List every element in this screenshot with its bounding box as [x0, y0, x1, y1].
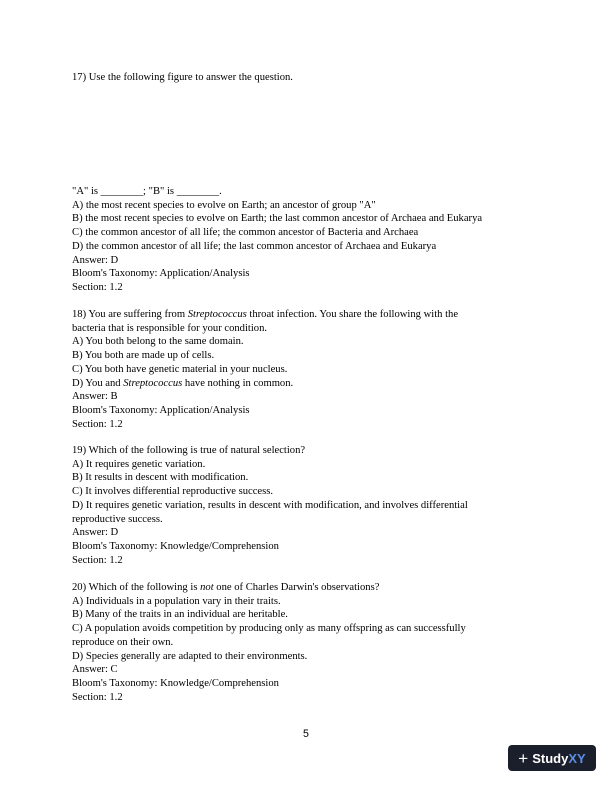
question-19-section: Section: 1.2	[72, 554, 123, 566]
question-18-stem-line2: bacteria that is responsible for your condition.	[72, 322, 268, 334]
question-18-section: Section: 1.2	[72, 418, 123, 430]
question-17-stem: "A" is ________; "B" is ________.	[72, 186, 222, 197]
plus-icon: +	[518, 748, 529, 768]
question-19-stem: 19) Which of the following is true of natural selection?	[72, 445, 306, 456]
question-18-answer: Answer: B	[72, 391, 118, 403]
question-20-option-c-line2: reproduce on their own.	[72, 636, 174, 648]
question-19-blooms: Bloom's Taxonomy: Knowledge/Comprehension	[72, 540, 279, 552]
question-17-intro-block	[72, 71, 542, 85]
question-18-stem	[72, 308, 542, 322]
badge-brand-main: Study	[532, 750, 569, 766]
question-18-stem-text-end: throat infection. You share the following with the	[246, 309, 459, 320]
question-20-answer: Answer: C	[72, 664, 118, 676]
question-18-option-d-organism: Streptococcus	[123, 377, 183, 389]
question-19-answer: Answer: D	[72, 527, 119, 539]
question-17-section: Section: 1.2	[72, 281, 123, 293]
question-20-stem-text-end: one of Charles Darwin's observations?	[213, 582, 380, 593]
question-19-option-a: A) It requires genetic variation.	[72, 458, 206, 470]
question-18-block	[72, 308, 542, 431]
question-20-option-a: A) Individuals in a population vary in their traits.	[72, 595, 281, 607]
question-17-option-b: B) the most recent species to evolve on Earth; the last common ancestor of Archaea and Eukarya	[72, 213, 483, 225]
question-19-option-c: C) It involves differential reproductive success.	[72, 486, 274, 498]
question-19-option-d-line2: reproductive success.	[72, 513, 163, 525]
question-17-option-c: C) the common ancestor of all life; the common ancestor of Bacteria and Archaea	[72, 227, 419, 239]
question-18-option-d	[72, 377, 542, 391]
question-18-option-b: B) You both are made up of cells.	[72, 350, 215, 362]
question-18-stem-organism: Streptococcus	[187, 309, 247, 320]
question-20-stem-text: 20) Which of the following is	[72, 582, 201, 593]
question-19-block	[72, 444, 542, 567]
question-17-option-d: D) the common ancestor of all life; the last common ancestor of Archaea and Eukarya	[72, 240, 437, 252]
question-17-intro: 17) Use the following figure to answer the question.	[72, 72, 293, 83]
question-20-section: Section: 1.2	[72, 691, 123, 703]
question-18-option-a: A) You both belong to the same domain.	[72, 336, 244, 348]
question-19-option-d-line1: D) It requires genetic variation, results in descent with modification, and involves differential	[72, 499, 468, 511]
question-18-option-d-text-end: have nothing in common.	[182, 377, 294, 389]
question-20-option-c-line1: C) A population avoids competition by producing only as many offspring as can successfully	[72, 623, 466, 635]
question-19-option-b: B) It results in descent with modification.	[72, 472, 249, 484]
badge-brand-accent: XY	[568, 750, 586, 766]
question-20-option-d: D) Species generally are adapted to their environments.	[72, 650, 308, 662]
question-18-blooms: Bloom's Taxonomy: Application/Analysis	[72, 404, 250, 416]
page-number: 5	[303, 728, 309, 740]
question-18-stem-text: 18) You are suffering from	[72, 309, 188, 320]
question-17-blooms: Bloom's Taxonomy: Application/Analysis	[72, 268, 250, 280]
question-17-block	[72, 185, 542, 295]
question-17-answer: Answer: D	[72, 254, 119, 266]
question-20-stem-emphasis: not	[200, 582, 214, 593]
question-20-option-b: B) Many of the traits in an individual are heritable.	[72, 609, 288, 621]
studyxy-badge[interactable]	[508, 745, 596, 771]
question-18-option-d-text: D) You and	[72, 377, 124, 389]
question-20-blooms: Bloom's Taxonomy: Knowledge/Comprehension	[72, 677, 279, 689]
question-17-option-a: A) the most recent species to evolve on Earth; an ancestor of group "A"	[72, 199, 376, 211]
question-20-stem	[72, 581, 542, 595]
question-18-option-c: C) You both have genetic material in your nucleus.	[72, 363, 288, 375]
question-20-block	[72, 581, 542, 704]
